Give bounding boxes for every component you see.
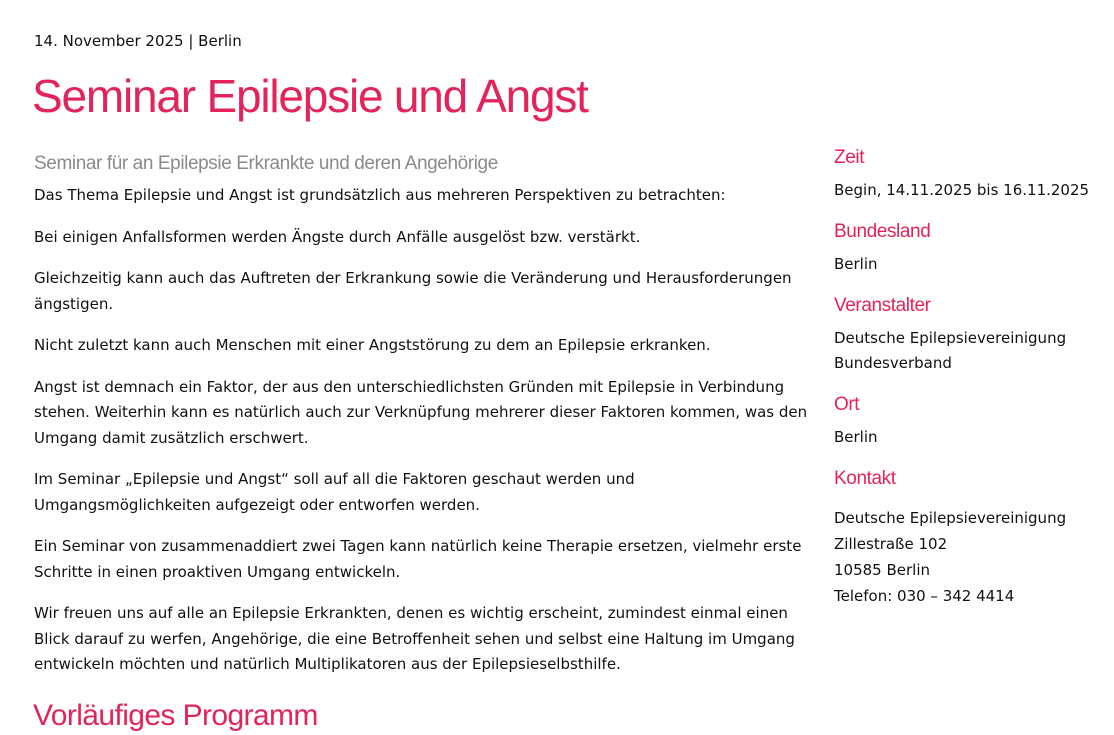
event-details-sidebar [834,146,1104,609]
event-description [34,152,814,694]
veranstalter-suffix: Bundesverband [834,354,952,372]
ort-value: Berlin [834,428,878,446]
veranstalter-value [834,326,1104,376]
bundesland-label: Bundesland [834,221,931,242]
kontakt-phone: Telefon: 030 – 342 4414 [834,587,1015,605]
kontakt-organisation: Deutsche Epilepsievereinigung [834,509,1067,527]
kontakt-address [834,505,1104,609]
paragraph-therapie: Ein Seminar von zusammenaddiert zwei Tagen kann natürlich keine Therapie ersetzen, vielmehr erste Schritte in einen proaktiven Umgang entwickeln. [34,537,802,581]
zeit-value: Begin, 14.11.2025 bis 16.11.2025 [834,181,1090,199]
event-subtitle: Seminar für an Epilepsie Erkrankte und deren Angehörige [34,153,498,174]
veranstalter-name: Deutsche Epilepsievereinigung [834,329,1067,347]
veranstalter-label: Veranstalter [834,295,931,316]
paragraph-gleichzeitig: Gleichzeitig kann auch das Auftreten der Erkrankung sowie die Veränderung und Herausforderungen ängstigen. [34,269,792,313]
kontakt-label: Kontakt [834,468,896,489]
page-title: Seminar Epilepsie und Angst [32,70,588,122]
paragraph-invitation: Wir freuen uns auf alle an Epilepsie Erkrankten, denen es wichtig erscheint, zumindest einmal einen Blick darauf zu werfen, Angehörige, die eine Betroffenheit sehen und selbst eine Haltung im Umgang entwickeln möchten und natürlich Multiplikatoren aus der Epilepsieselbsthilfe. [34,604,795,673]
ort-label: Ort [834,394,860,415]
kontakt-street: Zillestraße 102 [834,535,948,553]
paragraph-anfallsformen: Bei einigen Anfallsformen werden Ängste durch Anfälle ausgelöst bzw. verstärkt. [34,227,641,246]
paragraph-seminar-faktoren: Im Seminar „Epilepsie und Angst“ soll auf all die Faktoren geschaut werden und Umgangsmöglichkeiten aufgezeigt oder entworfen werden. [34,470,635,514]
bundesland-value: Berlin [834,255,878,273]
zeit-label: Zeit [834,147,865,168]
event-date-location: 14. November 2025 | Berlin [34,32,242,50]
paragraph-angststoerung: Nicht zuletzt kann auch Menschen mit einer Angststörung zu dem an Epilepsie erkranken. [34,336,711,354]
program-heading: Vorläufiges Programm [33,699,318,732]
paragraph-faktor: Angst ist demnach ein Faktor, der aus den unterschiedlichsten Gründen mit Epilepsie in Verbindung stehen. Weiterhin kann es natürlich auch zur Verknüpfung mehrerer dieser Faktoren kommen, was den Umgang damit zusätzlich erschwert. [34,377,808,447]
paragraph-intro: Das Thema Epilepsie und Angst ist grundsätzlich aus mehreren Perspektiven zu betrachten: [34,186,726,204]
kontakt-city: 10585 Berlin [834,561,931,579]
